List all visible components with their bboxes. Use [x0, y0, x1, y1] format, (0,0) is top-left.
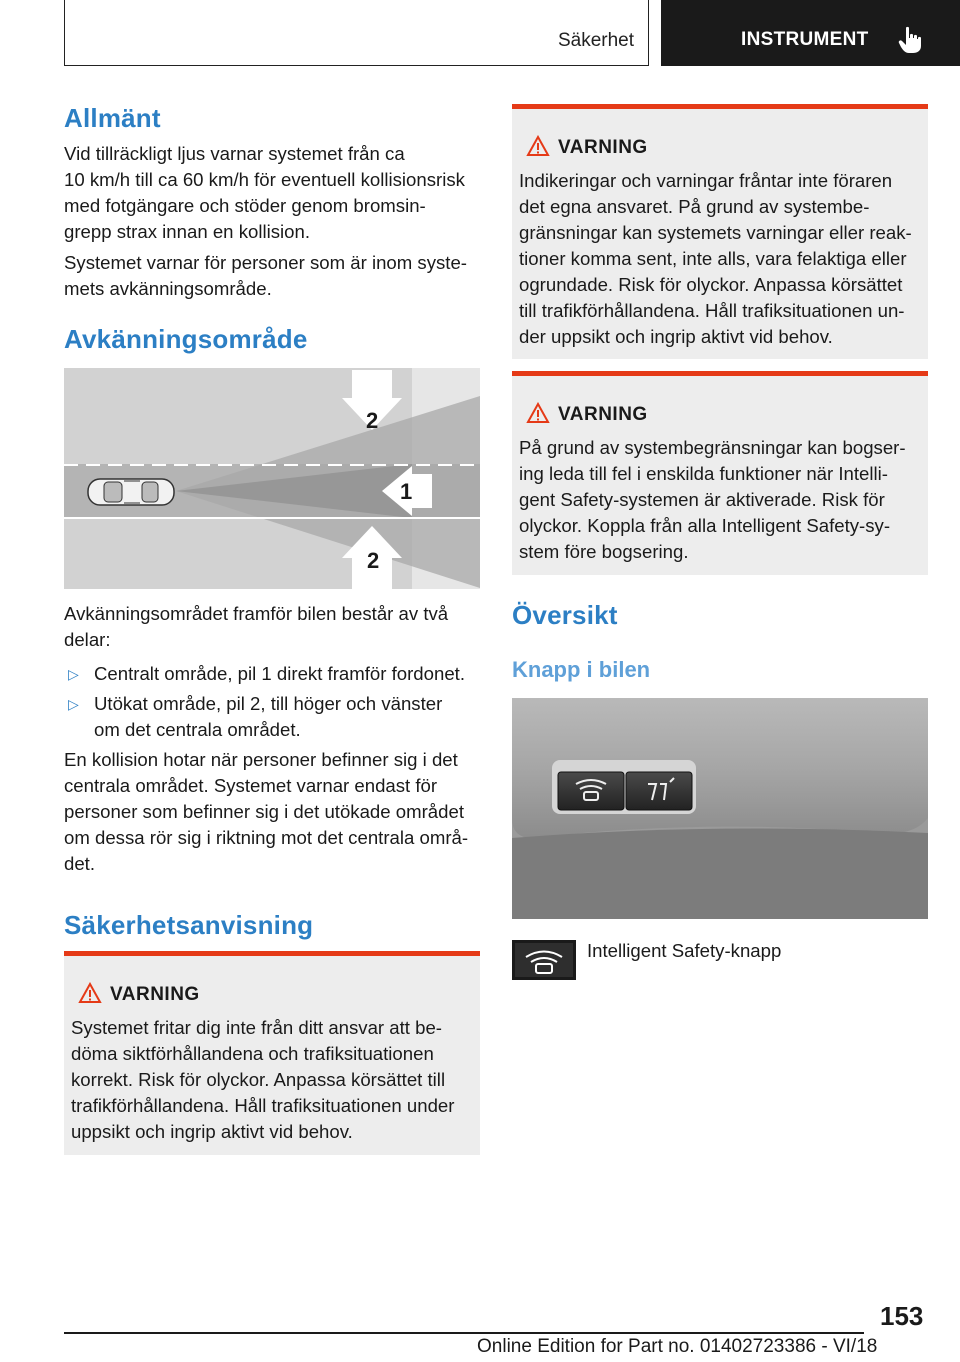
warning-triangle-icon: [526, 135, 550, 157]
warning-title: VARNING: [558, 137, 648, 158]
text-line: En kollision hotar när personer befinner sig i det: [64, 749, 458, 770]
allmant-paragraph-1: [64, 141, 480, 245]
text-line: grepp strax innan en kollision.: [64, 221, 310, 242]
warning-triangle-icon: [526, 402, 550, 424]
avkanning-paragraph: [64, 747, 480, 877]
warning-box: [64, 951, 480, 1155]
text-line: På grund av systembegränsningar kan bogser‐: [519, 437, 906, 458]
text-line: Avkänningsområdet framför bilen består av två: [64, 603, 449, 624]
text-line: Vid tillräckligt ljus varnar systemet från ca: [64, 143, 405, 164]
text-line: korrekt. Risk för olyckor. Anpassa körsättet till: [71, 1069, 446, 1090]
text-line: Systemet fritar dig inte från ditt ansvar att be‐: [71, 1017, 443, 1038]
header-chapter-title: INSTRUMENT: [741, 29, 869, 50]
page-number: 153: [880, 1301, 924, 1331]
footer-divider: [64, 1332, 864, 1334]
text-line: Systemet varnar för personer som är inom syste‐: [64, 252, 467, 273]
warning-triangle-icon: [78, 982, 102, 1004]
text-line: centrala området. Systemet varnar endast för: [64, 775, 438, 796]
text-line: stem före bogsering.: [519, 541, 689, 562]
intelligent-safety-button-icon: [512, 940, 576, 980]
heading-sakerhetsanvisning: Säkerhetsanvisning: [64, 910, 314, 940]
footer-edition: Online Edition for Part no. 01402723386 - VI/18: [477, 1336, 878, 1357]
text-line: personer som befinner sig i det utökade området: [64, 801, 464, 822]
text-line: uppsikt och ingrip aktivt vid behov.: [71, 1121, 353, 1142]
header-section-title: Säkerhet: [557, 30, 634, 51]
detection-area-illustration: [64, 368, 480, 589]
text-line: med fotgängare och stöder genom bromsin‐: [64, 195, 426, 216]
car-icon: [88, 479, 174, 505]
text-line: Utökat område, pil 2, till höger och vänster: [94, 693, 443, 714]
pointing-hand-icon: [898, 26, 924, 54]
warning-text: [71, 1015, 470, 1145]
text-line: det.: [64, 853, 96, 874]
warning-text: [519, 435, 918, 565]
text-line: olyckor. Koppla från alla Intelligent Safety-sy‐: [519, 515, 891, 536]
heading-avkanningsomrade: Avkänningsområde: [64, 324, 308, 354]
text-line: till trafikförhållandena. Håll trafiksituationen un‐: [519, 300, 905, 321]
lane-assist-button: [626, 772, 692, 810]
text-line: ogrundade. Risk för olyckor. Anpassa körsättet: [519, 274, 903, 295]
label-2-bottom: 2: [367, 548, 380, 573]
text-line: delar:: [64, 629, 111, 650]
heading-oversikt: Översikt: [512, 600, 618, 630]
heading-allmant: Allmänt: [64, 103, 161, 133]
intelligent-safety-icon: [512, 940, 576, 980]
button-photo: [512, 698, 928, 919]
text-line: mets avkänningsområde.: [64, 278, 272, 299]
triangle-bullet-icon: ▷: [68, 696, 79, 712]
text-line: döma siktförhållandena och trafiksituationen: [71, 1043, 434, 1064]
triangle-bullet-icon: ▷: [68, 666, 79, 682]
warning-text: [519, 168, 918, 350]
bullet-item-extended: [64, 691, 480, 743]
text-line: Centralt område, pil 1 direkt framför fordonet.: [94, 663, 466, 684]
warning-title: VARNING: [558, 404, 648, 425]
text-line: om dessa rör sig i riktning mot det centrala områ‐: [64, 827, 469, 848]
warning-box: [512, 371, 928, 575]
text-line: gent Safety-systemen är aktiverade. Risk för: [519, 489, 885, 510]
header-chapter-tab: [661, 0, 960, 66]
avkanning-intro: [64, 601, 480, 653]
text-line: Indikeringar och varningar fråntar inte föraren: [519, 170, 893, 191]
label-1: 1: [400, 479, 413, 504]
subheading-knapp-i-bilen: Knapp i bilen: [512, 657, 651, 682]
warning-title: VARNING: [110, 984, 200, 1005]
text-line: gränsningar kan systemets varningar eller reak‐: [519, 222, 912, 243]
label-2-top: 2: [366, 408, 379, 433]
header-section-tab: [64, 0, 649, 66]
text-line: der uppsikt och ingrip aktivt vid behov.: [519, 326, 833, 347]
warning-box: [512, 104, 928, 359]
button-caption: Intelligent Safety-knapp: [587, 940, 782, 961]
text-line: om det centrala området.: [94, 719, 301, 740]
text-line: trafikförhållandena. Håll trafiksituationen under: [71, 1095, 455, 1116]
text-line: tioner komma sent, inte alls, vara felaktiga eller: [519, 248, 907, 269]
text-line: det egna ansvaret. På grund av systembe‐: [519, 196, 870, 217]
detection-area-svg: [64, 368, 480, 589]
allmant-paragraph-2: [64, 250, 480, 302]
text-line: ing leda till fel i enskilda funktioner när Intelli‐: [519, 463, 888, 484]
bullet-item-central: [64, 661, 480, 687]
button-photo-svg: [512, 698, 928, 919]
text-line: 10 km/h till ca 60 km/h för eventuell kollisionsrisk: [64, 169, 465, 190]
